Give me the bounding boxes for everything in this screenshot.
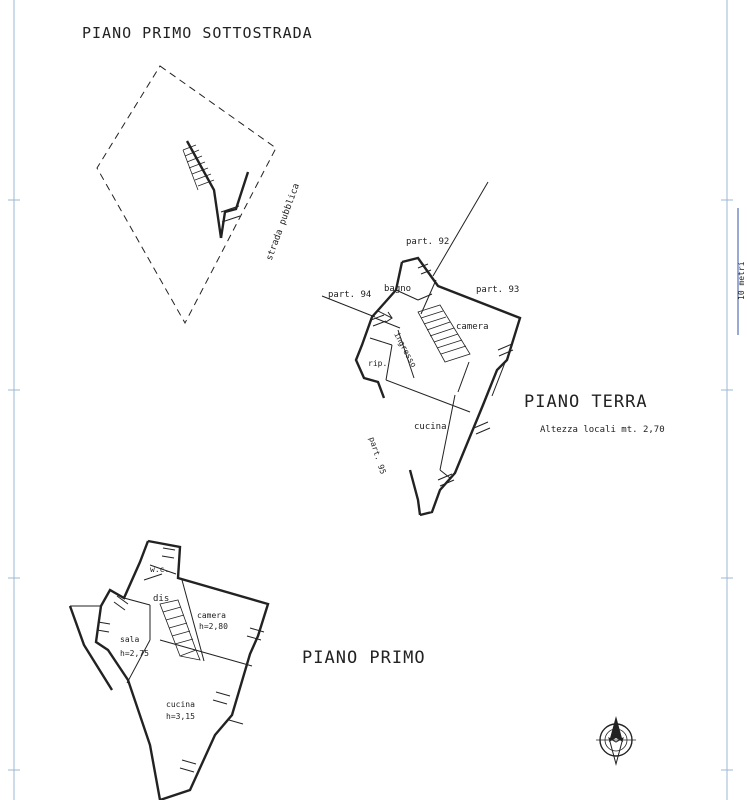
boundary-line-north: [433, 182, 488, 276]
label-cucina-primo-h: h=3,15: [166, 712, 195, 721]
scale-label: 10 metri: [737, 261, 746, 300]
terra-stair: [418, 305, 470, 362]
label-sala-h: h=2,75: [120, 649, 149, 658]
label-ingresso: ingresso: [392, 330, 419, 369]
label-part-95: part. 95: [367, 435, 388, 476]
label-camera-terra: camera: [456, 322, 489, 332]
label-strada-pubblica: strada pubblica: [264, 182, 302, 263]
label-camera-primo: camera: [197, 611, 226, 620]
label-rip: rip.: [368, 359, 388, 368]
compass-north-icon: [596, 716, 636, 764]
label-part-92: part. 92: [406, 237, 450, 247]
label-sala: sala: [120, 635, 140, 644]
label-cucina-terra: cucina: [414, 422, 447, 432]
label-dis: dis: [153, 594, 170, 604]
sottostrada-stair-block: [183, 141, 248, 238]
terra-building-walls: [356, 258, 520, 515]
title-sottostrada: PIANO PRIMO SOTTOSTRADA: [82, 24, 313, 42]
primo-stair: [160, 600, 200, 660]
label-altezza: Altezza locali mt. 2,70: [540, 425, 665, 435]
primo-building-walls: [70, 541, 268, 800]
title-piano-terra: PIANO TERRA: [524, 392, 648, 412]
label-cucina-primo: cucina: [166, 700, 195, 709]
label-part-93: part. 93: [476, 285, 520, 295]
label-part-94: part. 94: [328, 290, 372, 300]
label-bagno: bagno: [384, 284, 412, 294]
sottostrada-lot-outline: [97, 66, 276, 323]
title-piano-primo: PIANO PRIMO: [302, 648, 426, 668]
primo-door-marks: [97, 548, 264, 772]
terra-door-marks: [371, 264, 513, 486]
label-camera-primo-h: h=2,80: [199, 622, 228, 631]
label-wc: w.c.: [150, 565, 170, 574]
